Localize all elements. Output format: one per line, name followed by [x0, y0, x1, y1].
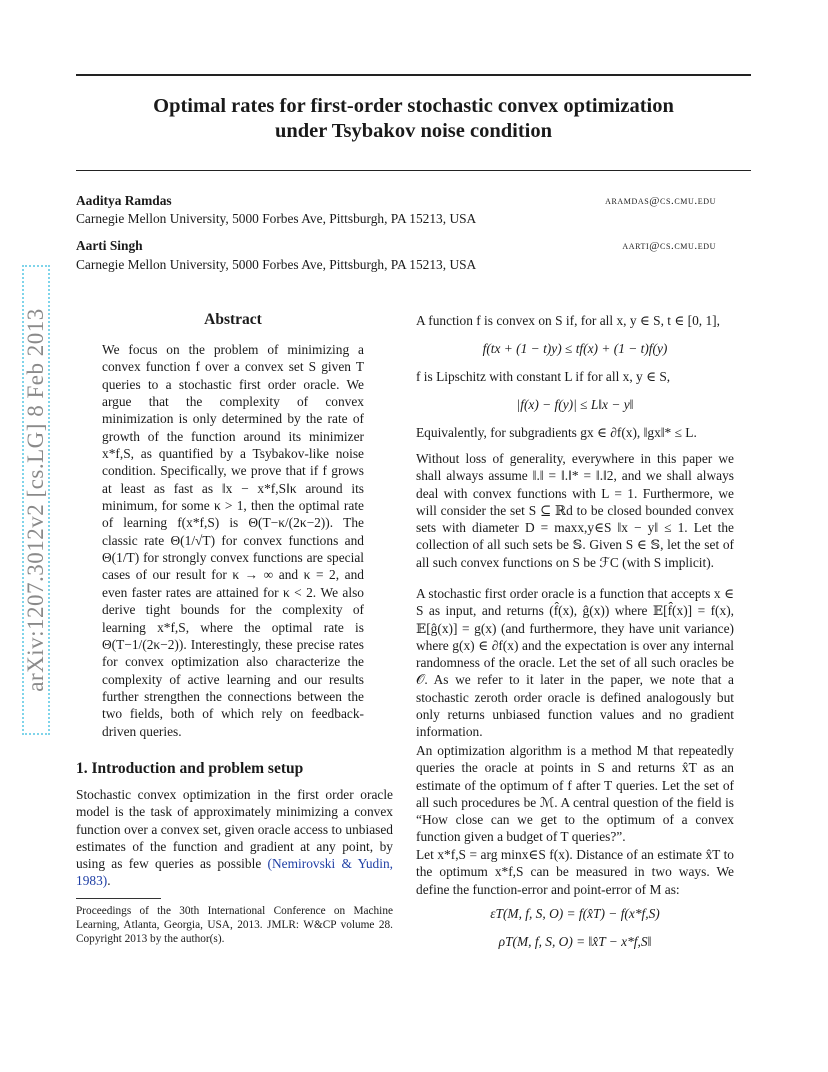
title-rule-top — [76, 74, 751, 76]
intro-end: . — [107, 873, 111, 889]
intro-paragraph — [76, 786, 393, 890]
footnote: Proceedings of the 30th International Conference on Machine Learning, Atlanta, Georgia, USA, 2013. JMLR: W&CP volume 28. Copyright 2013 by the author(s). — [76, 905, 393, 946]
intro-text: Stochastic convex optimization in the first order oracle model is the task of approximately minimizing a convex function over a convex set, given oracle access to unbiased estimates of the function and gradient at any point, by using as few queries as possible — [76, 787, 393, 872]
title-line-2: under Tsybakov noise condition — [274, 120, 553, 142]
arxiv-stamp-text: arXiv:1207.3012v2 [cs.LG] 8 Feb 2013 — [23, 308, 48, 692]
author-affiliation: Carnegie Mellon University, 5000 Forbes Ave, Pittsburgh, PA 15213, USA — [76, 211, 477, 226]
abstract-text: We focus on the problem of minimizing a convex function f over a convex set S given T queries to a stochastic first order oracle. We argue that the complexity of convex minimization is only determined by the rate of growth of the function around its minimizer x*f,S, as quantified by a Tsybakov-like noise condition. Specifically, we prove that if f grows at least as fast as ‖x − x*f,S‖κ around its minimum, for some κ > 1, then the optimal rate of learning f(x*f,S) is Θ(T−κ/(2κ−2)). The classic rate Θ(1/√T) for convex functions and Θ(1/T) for strongly convex functions are special cases of our result for κ → ∞ and κ = 2, and even faster rates are attained for κ < 2. We also derive tight bounds for the complexity of learning x*f,S, where the optimal rate is Θ(T−1/(2κ−2)). Interestingly, these precise rates for convex optimization also characterize the complexity of active learning and our results further strengthen the connections between the two fields, both of which rely on feedback-driven queries. — [102, 342, 364, 739]
author-affiliation: Carnegie Mellon University, 5000 Forbes Ave, Pittsburgh, PA 15213, USA — [76, 257, 477, 272]
footnote-rule — [76, 898, 161, 899]
equation-convexity: f(tx + (1 − t)y) ≤ tf(x) + (1 − t)f(y) — [482, 341, 668, 356]
paper-title — [76, 94, 751, 144]
assumptions-paragraph: Without loss of generality, everywhere in this paper we shall always assume ‖.‖ = ‖.‖* = ‖.‖2, and we shall always deal with convex functions with L = 1. Furthermore, we will consider the set S ⊆ ℝd to be closed bounded convex sets with diameter D = maxx,y∈S ‖x − y‖ ≤ 1. Let the collection of all such sets be 𝕊. Given S ∈ 𝕊, let the set of all such convex functions on S be ℱC (with S implicit). — [416, 451, 734, 570]
subgradient-statement: Equivalently, for subgradients gx ∈ ∂f(x), ‖gx‖* ≤ L. — [416, 425, 697, 440]
author-name: Aarti Singh — [76, 238, 143, 253]
abstract-heading: Abstract — [204, 311, 262, 328]
citation-link[interactable]: (Nemirovski & Yudin, 1983) — [76, 856, 393, 889]
convexity-definition: A function f is convex on S if, for all x, y ∈ S, t ∈ [0, 1], — [416, 313, 720, 328]
equation-function-error: εT(M, f, S, O) = f(x̂T) − f(x*f,S) — [490, 906, 660, 921]
equation-point-error: ρT(M, f, S, O) = ‖x̂T − x*f,S‖ — [498, 934, 652, 949]
lipschitz-definition: f is Lipschitz with constant L if for all x, y ∈ S, — [416, 369, 671, 384]
title-rule-bottom — [76, 170, 751, 171]
author-email[interactable]: aramdas@cs.cmu.edu — [605, 195, 716, 207]
author-email[interactable]: aarti@cs.cmu.edu — [622, 240, 716, 252]
oracle-paragraph: A stochastic first order oracle is a function that accepts x ∈ S as input, and returns (f̂(x), ĝ(x)) where 𝔼[f̂(x)] = f(x), 𝔼[ĝ(x)] = g(x) (and furthermore, they have unit variance) where g(x) ∈ ∂f(x) and the expectation is over any internal randomness of the oracle. Let the set of all such oracles be 𝒪. As we refer to it later in the paper, we note that a stochastic zeroth order oracle is defined analogously but only returns unbiased function values and no gradient information. — [416, 586, 734, 740]
equation-lipschitz: |f(x) − f(y)| ≤ L‖x − y‖ — [516, 397, 634, 412]
arxiv-stamp[interactable] — [22, 265, 50, 735]
algorithm-paragraph: An optimization algorithm is a method M that repeatedly queries the oracle at points in S and returns x̂T as an estimate of the optimum of f after T queries. Let the set of all such procedures be ℳ. A central question of the field is “How close can we get to the optimum of a convex function given a budget of T queries?”. — [416, 743, 734, 845]
section-heading: 1. Introduction and problem setup — [76, 760, 304, 777]
error-definition-paragraph: Let x*f,S = arg minx∈S f(x). Distance of an estimate x̂T to the optimum x*f,S can be measured in two ways. We define the function-error and point-error of M as: — [416, 847, 734, 897]
title-line-1: Optimal rates for first-order stochastic convex optimization — [153, 95, 674, 117]
author-name: Aaditya Ramdas — [76, 193, 172, 208]
